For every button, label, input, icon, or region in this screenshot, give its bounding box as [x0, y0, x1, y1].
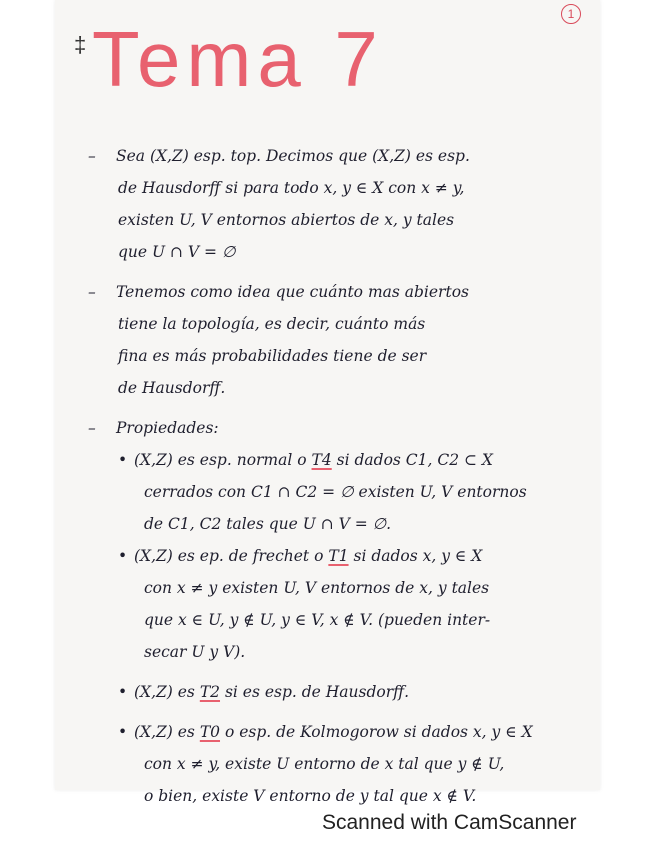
- bullet-icon: •: [118, 723, 128, 741]
- note-line: tiene la topología, es decir, cuánto más: [118, 315, 426, 333]
- note-line: que U ∩ V = ∅: [118, 243, 236, 261]
- note-line: con x ≠ y, existe U entorno de x tal que y ∉ U,: [144, 755, 505, 773]
- note-line: – Sea (X,Z) esp. top. Decimos que (X,Z) es esp.: [88, 147, 470, 165]
- scanner-watermark: Scanned with CamScanner: [322, 811, 577, 834]
- note-line: secar U y V).: [144, 643, 246, 661]
- note-line: cerrados con C1 ∩ C2 = ∅ existen U, V entornos: [144, 483, 527, 501]
- note-line: – Propiedades:: [88, 419, 219, 437]
- bullet-item: • (X,Z) es T2 si es esp. de Hausdorff.: [88, 676, 588, 708]
- note-line: con x ≠ y existen U, V entornos de x, y tales: [144, 579, 490, 597]
- bullet-icon: •: [118, 451, 128, 469]
- note-line: de C1, C2 tales que U ∩ V = ∅.: [144, 515, 392, 533]
- bullet-item: • (X,Z) es ep. de frechet o T1 si dados x, y ∈ X: [88, 540, 588, 572]
- note-line: existen U, V entornos abiertos de x, y tales: [118, 211, 455, 229]
- bullet-item: • (X,Z) es esp. normal o T4 si dados C1, C2 ⊂ X: [88, 444, 588, 476]
- page-number-badge: 1: [561, 4, 581, 24]
- page-title: Tema 7: [92, 15, 384, 103]
- bullet-icon: •: [118, 547, 128, 565]
- note-line: – Tenemos como idea que cuánto mas abiertos: [88, 283, 469, 301]
- note-line: o bien, existe V entorno de y tal que x ∉ V.: [144, 787, 477, 805]
- bullet-item: • (X,Z) es T0 o esp. de Kolmogorow si dados x, y ∈ X: [88, 716, 588, 748]
- note-line: de Hausdorff.: [118, 379, 226, 397]
- note-line: fina es más probabilidades tiene de ser: [118, 347, 427, 365]
- margin-mark: ‡: [74, 32, 87, 57]
- bullet-icon: •: [118, 683, 128, 701]
- handwritten-notes: [88, 140, 588, 812]
- note-line: de Hausdorff si para todo x, y ∈ X con x ≠ y,: [118, 179, 465, 197]
- note-line: que x ∈ U, y ∉ U, y ∈ V, x ∉ V. (pueden inter-: [144, 611, 491, 629]
